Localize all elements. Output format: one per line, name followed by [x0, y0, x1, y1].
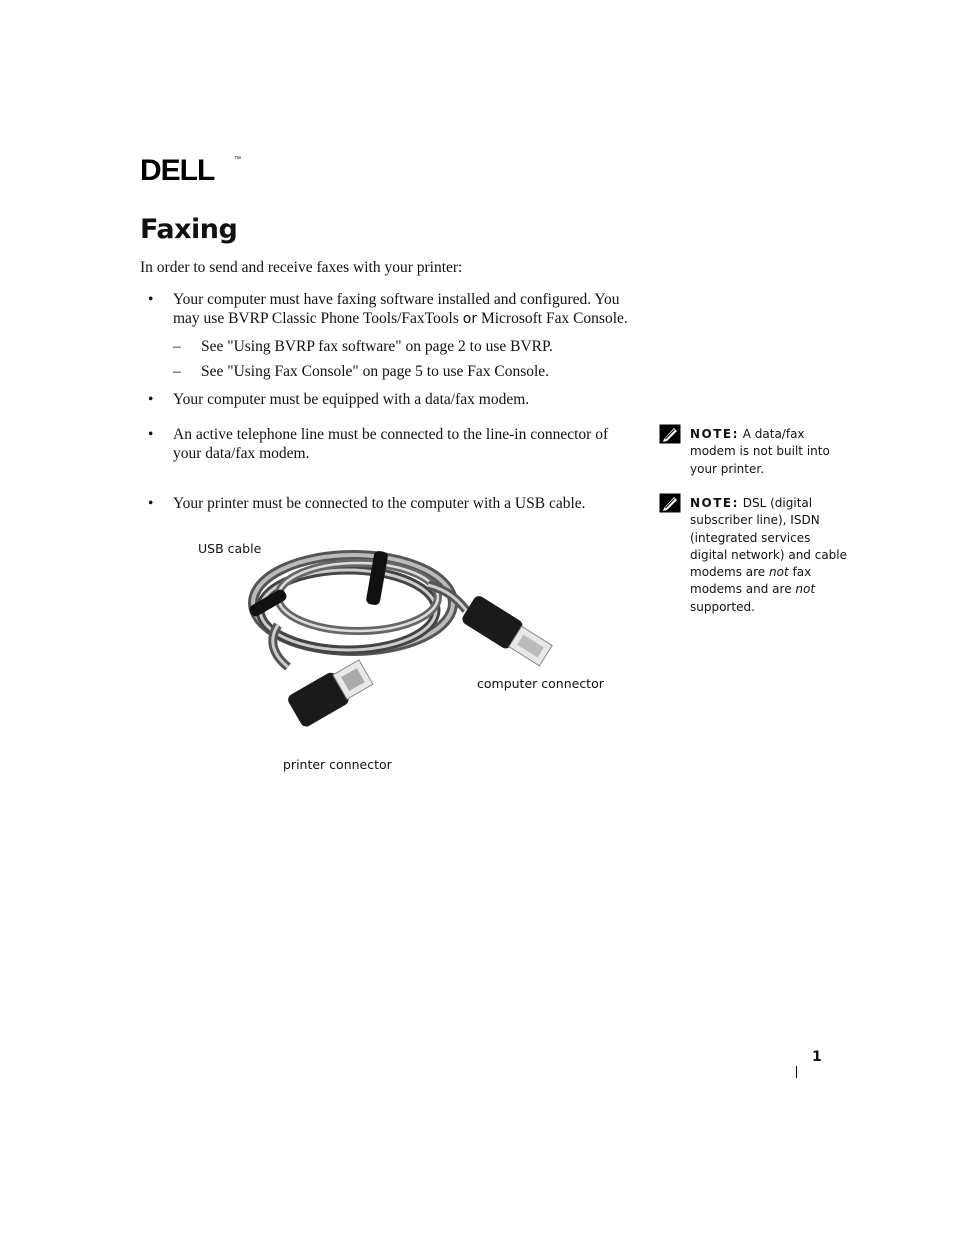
- bullet-marker: •: [148, 291, 154, 308]
- bullet-4: Your printer must be connected to the computer with a USB cable.: [173, 495, 586, 512]
- note-2-line-1: DSL (digital: [738, 496, 813, 510]
- note-2-line-5b: fax: [788, 565, 812, 580]
- dash-marker: –: [173, 338, 181, 355]
- sub-bullet-2: See "Using Fax Console" on page 5 to use Fax Console.: [201, 363, 550, 380]
- page-number: 1: [812, 1049, 822, 1065]
- page-title: Faxing: [140, 214, 238, 245]
- bullet-1-text-b: Microsoft Fax Console.: [477, 310, 628, 327]
- computer-connector-label: computer connector: [477, 676, 604, 691]
- usb-cable-illustration: [238, 545, 578, 760]
- note-2-emphasis: not: [769, 565, 789, 580]
- bullet-marker: •: [148, 391, 154, 408]
- bullet-marker: •: [148, 495, 154, 512]
- note-2-emphasis: not: [795, 582, 816, 597]
- dell-logo-text: DELL: [140, 154, 215, 187]
- note-2: [690, 495, 860, 616]
- note-2-line-3: (integrated services: [690, 530, 811, 545]
- bullet-3-line-1: An active telephone line must be connected to the line-in connector of: [173, 426, 609, 443]
- printer-connector-label: printer connector: [283, 757, 392, 772]
- note-2-line-2: subscriber line), ISDN: [690, 513, 820, 528]
- bullet-1-line-2: [173, 309, 628, 329]
- note-1-line-3: your printer.: [690, 461, 765, 476]
- dell-logo: [140, 156, 244, 188]
- intro-paragraph: In order to send and receive faxes with your printer:: [140, 259, 463, 276]
- sub-bullet-1: See "Using BVRP fax software" on page 2 to use BVRP.: [201, 338, 553, 355]
- bullet-2: Your computer must be equipped with a data/fax modem.: [173, 391, 530, 408]
- note-2-line-6a: modems and are: [690, 582, 796, 597]
- bullet-1-text-a: may use BVRP Classic Phone Tools/FaxTools: [173, 310, 463, 327]
- bullet-marker: •: [148, 426, 154, 443]
- note-2-head: NOTE:: [690, 496, 739, 510]
- usb-cable-label: USB cable: [198, 541, 262, 556]
- note-1-line-1: A data/fax: [738, 427, 805, 441]
- bullet-1-line-1: Your computer must have faxing software installed and configured. You: [173, 291, 620, 308]
- note-2-line-7: supported.: [690, 599, 755, 614]
- note-2-line-4: digital network) and cable: [690, 547, 848, 562]
- note-pencil-icon: [659, 493, 681, 513]
- dash-marker: –: [173, 363, 181, 380]
- note-2-line-5a: modems are: [690, 565, 770, 580]
- note-1-head: NOTE:: [690, 427, 739, 441]
- note-pencil-icon: [659, 424, 681, 444]
- note-1-line-2: modem is not built into: [690, 444, 830, 459]
- bullet-3-line-2: your data/fax modem.: [173, 445, 310, 462]
- page-number-rule: [796, 1066, 797, 1078]
- trademark-symbol: ™: [234, 156, 241, 163]
- bullet-1-or: or: [462, 311, 478, 327]
- note-1: [690, 426, 850, 478]
